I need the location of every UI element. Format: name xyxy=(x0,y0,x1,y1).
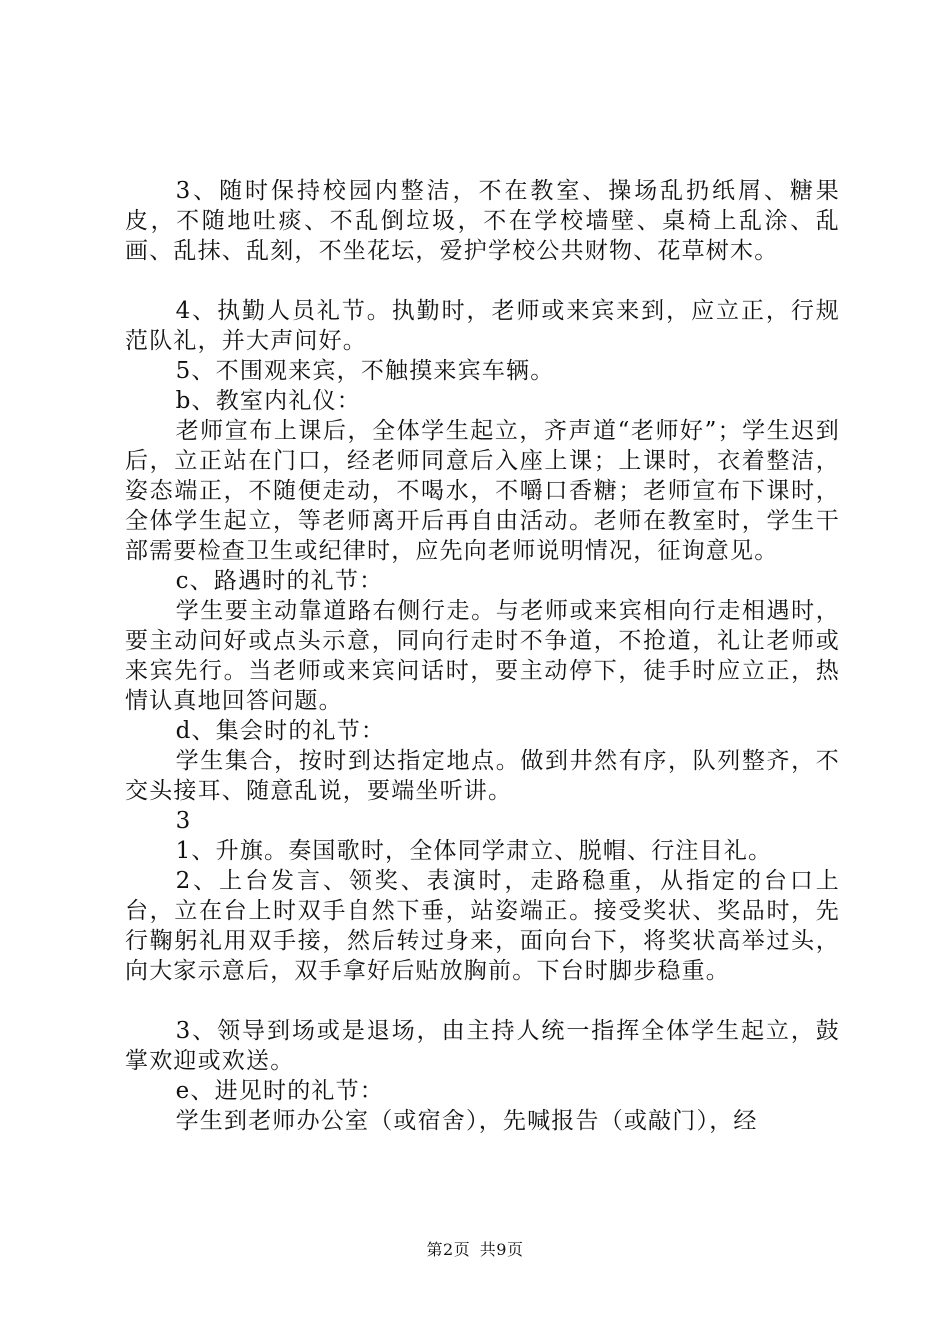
heading-road-etiquette: c、路遇时的礼节： xyxy=(175,568,384,594)
paragraph-stage-etiquette: 2、上台发言、领奖、表演时，走路稳重，从指定的台口上台，立在台上时双手自然下垂，站姿端正。接受奖状、奖品时，先行鞠躬礼用双手接，然后转过身来，面向台下，将奖状高举过头，向大家示意后，双手拿好后贴放胸前。下台时脚步稳重。 xyxy=(125,868,840,984)
paragraph-flag-raising: 1、升旗。奏国歌时，全体同学肃立、脱帽、行注目礼。 xyxy=(175,838,773,864)
paragraph-leaders-arrival: 3、领导到场或是退场，由主持人统一指挥全体学生起立，鼓掌欢迎或欢送。 xyxy=(125,1018,840,1074)
heading-classroom-etiquette: b、教室内礼仪： xyxy=(175,388,361,414)
paragraph-duty-etiquette: 4、执勤人员礼节。执勤时，老师或来宾来到，应立正，行规范队礼，并大声问好。 xyxy=(125,298,840,354)
paragraph-assembly-etiquette: 学生集合，按时到达指定地点。做到井然有序，队列整齐，不交头接耳、随意乱说，要端坐听讲。 xyxy=(125,748,840,804)
page-number: 第2页 xyxy=(426,1240,471,1259)
heading-visit-etiquette: e、进见时的礼节： xyxy=(175,1078,385,1104)
paragraph-classroom-etiquette: 老师宣布上课后，全体学生起立，齐声道“老师好”；学生迟到后，立正站在门口，经老师同意后入座上课；上课时，衣着整洁，姿态端正，不随便走动，不喝水，不嚼口香糖；老师宣布下课时，全体学生起立，等老师离开后再自由活动。老师在教室时，学生干部需要检查卫生或纪律时，应先向老师说明情况，征询意见。 xyxy=(125,418,840,564)
heading-assembly-etiquette: d、集会时的礼节： xyxy=(175,718,386,744)
paragraph-hygiene: 3、随时保持校园内整洁，不在教室、操场乱扔纸屑、糖果皮，不随地吐痰、不乱倒垃圾，不在学校墙壁、桌椅上乱涂、乱画、乱抹、乱刻，不坐花坛，爱护学校公共财物、花草树木。 xyxy=(125,178,840,264)
paragraph-guest-vehicles: 5、不围观来宾，不触摸来宾车辆。 xyxy=(175,358,555,384)
page-total: 共9页 xyxy=(479,1240,524,1259)
document-body xyxy=(125,176,840,1136)
page-footer xyxy=(0,1240,950,1260)
paragraph-number: 3 xyxy=(175,808,192,834)
paragraph-visit-etiquette: 学生到老师办公室（或宿舍），先喊报告（或敲门），经 xyxy=(175,1108,758,1134)
paragraph-road-etiquette: 学生要主动靠道路右侧行走。与老师或来宾相向行走相遇时，要主动问好或点头示意，同向行走时不争道，不抢道，礼让老师或来宾先行。当老师或来宾问话时，要主动停下，徒手时应立正，热情认真地回答问题。 xyxy=(125,598,840,714)
